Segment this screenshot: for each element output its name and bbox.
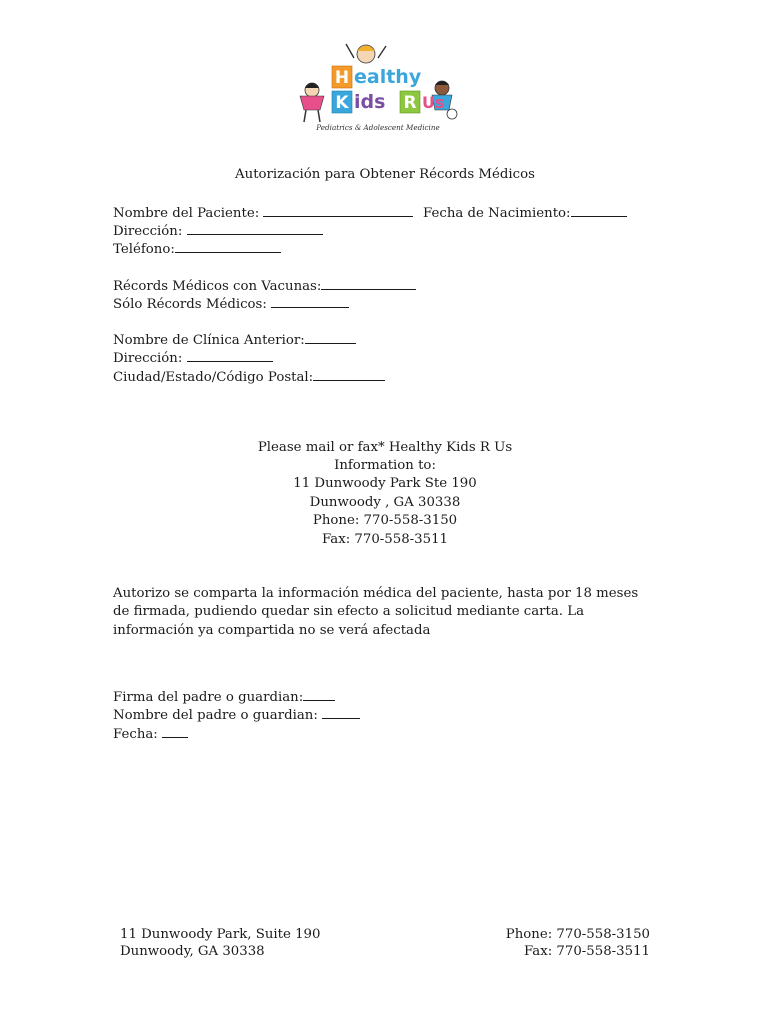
patient-phone-label: Teléfono: (113, 242, 175, 257)
patient-name-blank[interactable] (263, 203, 413, 217)
footer-address-line-1: 11 Dunwoody Park, Suite 190 (120, 927, 321, 942)
records-with-vaccines-label: Récords Médicos con Vacunas: (113, 279, 322, 294)
mail-info-line-5: Phone: 770-558-3150 (312, 513, 458, 528)
parent-signature-label: Firma del padre o guardian: (113, 690, 304, 705)
parent-name-blank[interactable] (322, 705, 360, 719)
records-with-vaccines-blank[interactable] (321, 276, 416, 290)
child-figure-top (346, 44, 386, 63)
parent-signature-blank[interactable] (303, 687, 335, 701)
svg-text:ids: ids (354, 91, 386, 113)
svg-text:H: H (334, 68, 350, 88)
mail-info-line-1: Please mail or fax* Healthy Kids R Us (257, 440, 513, 455)
dob-row (423, 203, 627, 223)
footer-fax: Fax: 770-558-3511 (523, 944, 650, 959)
date-row (113, 724, 188, 744)
patient-phone-blank[interactable] (175, 239, 281, 253)
patient-name-label: Nombre del Paciente: (113, 206, 264, 221)
patient-phone-row (113, 239, 281, 259)
records-only-label: Sólo Récords Médicos: (113, 297, 272, 312)
previous-clinic-address-blank[interactable] (187, 348, 273, 362)
authorization-paragraph: Autorizo se comparta la información médica del paciente, hasta por 18 meses de firmada, pudiendo quedar sin efecto a solicitud mediante carta. La información ya compartida no se verá afectada (113, 586, 639, 638)
previous-clinic-city-row (113, 367, 385, 387)
records-only-blank[interactable] (271, 294, 349, 308)
logo-tagline: Pediatrics & Adolescent Medicine (316, 123, 440, 132)
svg-text:R: R (403, 93, 417, 113)
footer-address-line-2: Dunwoody, GA 30338 (120, 944, 265, 959)
healthy-kids-logo (296, 38, 461, 136)
previous-clinic-address-row (113, 348, 273, 368)
mail-info-line-4: Dunwoody , GA 30338 (309, 495, 461, 510)
footer-phone: Phone: 770-558-3150 (505, 927, 650, 942)
mail-info-line-6: Fax: 770-558-3511 (321, 532, 449, 547)
previous-clinic-name-label: Nombre de Clínica Anterior: (113, 333, 305, 348)
parent-name-label: Nombre del padre o guardian: (113, 708, 323, 723)
mail-info-line-2: Information to: (334, 458, 436, 473)
date-label: Fecha: (113, 727, 163, 742)
previous-clinic-city-label: Ciudad/Estado/Código Postal: (113, 370, 314, 385)
svg-text:K: K (335, 93, 349, 113)
patient-address-label: Dirección: (113, 224, 187, 239)
dob-label: Fecha de Nacimiento: (423, 206, 571, 221)
mail-info-line-3: 11 Dunwoody Park Ste 190 (293, 476, 477, 491)
form-title: Autorización para Obtener Récords Médicos (235, 167, 535, 182)
dob-blank[interactable] (571, 203, 627, 217)
previous-clinic-address-label: Dirección: (113, 351, 187, 366)
svg-text:Us: Us (422, 93, 445, 112)
date-blank[interactable] (162, 724, 188, 738)
patient-address-blank[interactable] (187, 221, 323, 235)
svg-text:ealthy: ealthy (354, 66, 422, 88)
child-figure-left (300, 83, 324, 122)
previous-clinic-name-blank[interactable] (305, 330, 356, 344)
previous-clinic-city-blank[interactable] (313, 367, 385, 381)
records-only-row (113, 294, 349, 314)
parent-name-row (113, 705, 360, 725)
